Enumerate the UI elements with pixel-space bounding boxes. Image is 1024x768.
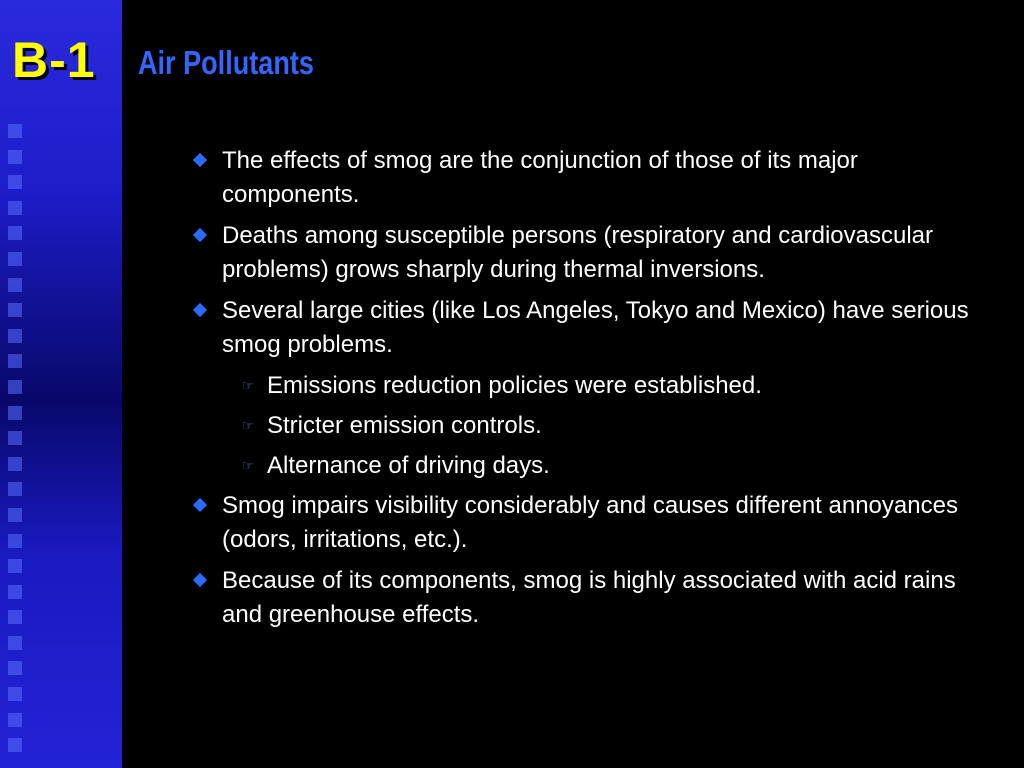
diamond-bullet-icon xyxy=(193,303,207,317)
sub-bullet-text: Emissions reduction policies were established. xyxy=(267,372,762,399)
decorative-square xyxy=(8,457,22,471)
decorative-square xyxy=(8,559,22,573)
decorative-square xyxy=(8,661,22,675)
decorative-square xyxy=(8,406,22,420)
sub-bullet-text: Alternance of driving days. xyxy=(267,452,550,479)
sidebar-decoration xyxy=(0,0,122,768)
decorative-square xyxy=(8,303,22,317)
decorative-square xyxy=(8,482,22,496)
decorative-squares xyxy=(8,124,26,764)
bullet-text: Deaths among susceptible persons (respiratory and cardiovascular problems) grows sharply during thermal inversions. xyxy=(222,222,934,283)
decorative-square xyxy=(8,738,22,752)
sub-bullet-text: Stricter emission controls. xyxy=(267,412,542,439)
bullet-item xyxy=(190,219,990,287)
bullet-item xyxy=(190,564,990,632)
pointing-hand-icon: ☞ xyxy=(242,458,254,473)
decorative-square xyxy=(8,329,22,343)
decorative-square xyxy=(8,150,22,164)
diamond-bullet-icon xyxy=(193,498,207,512)
bullet-text: Because of its components, smog is highly associated with acid rains and greenhouse effects. xyxy=(222,567,956,628)
decorative-square xyxy=(8,534,22,548)
decorative-square xyxy=(8,278,22,292)
bullet-item xyxy=(190,489,990,557)
decorative-square xyxy=(8,687,22,701)
decorative-square xyxy=(8,226,22,240)
bullet-item xyxy=(190,144,990,212)
decorative-square xyxy=(8,431,22,445)
decorative-square xyxy=(8,713,22,727)
bullet-text: The effects of smog are the conjunction of those of its major components. xyxy=(222,147,858,208)
bullet-text: Smog impairs visibility considerably and causes different annoyances (odors, irritations, etc.). xyxy=(222,492,958,553)
slide-title: Air Pollutants xyxy=(138,44,314,81)
decorative-square xyxy=(8,201,22,215)
diamond-bullet-icon xyxy=(193,228,207,242)
sub-bullet-item xyxy=(190,369,990,403)
bullet-text: Several large cities (like Los Angeles, Tokyo and Mexico) have serious smog problems. xyxy=(222,297,969,358)
decorative-square xyxy=(8,508,22,522)
decorative-square xyxy=(8,175,22,189)
diamond-bullet-icon xyxy=(193,573,207,587)
decorative-square xyxy=(8,124,22,138)
bullet-item xyxy=(190,294,990,362)
decorative-square xyxy=(8,610,22,624)
pointing-hand-icon: ☞ xyxy=(242,378,254,393)
decorative-square xyxy=(8,636,22,650)
pointing-hand-icon: ☞ xyxy=(242,418,254,433)
decorative-square xyxy=(8,380,22,394)
sub-bullet-item xyxy=(190,449,990,483)
sub-bullet-item xyxy=(190,409,990,443)
decorative-square xyxy=(8,585,22,599)
diamond-bullet-icon xyxy=(193,153,207,167)
bullet-list xyxy=(190,144,990,639)
slide-number: B-1 xyxy=(12,32,96,88)
decorative-square xyxy=(8,252,22,266)
decorative-square xyxy=(8,354,22,368)
